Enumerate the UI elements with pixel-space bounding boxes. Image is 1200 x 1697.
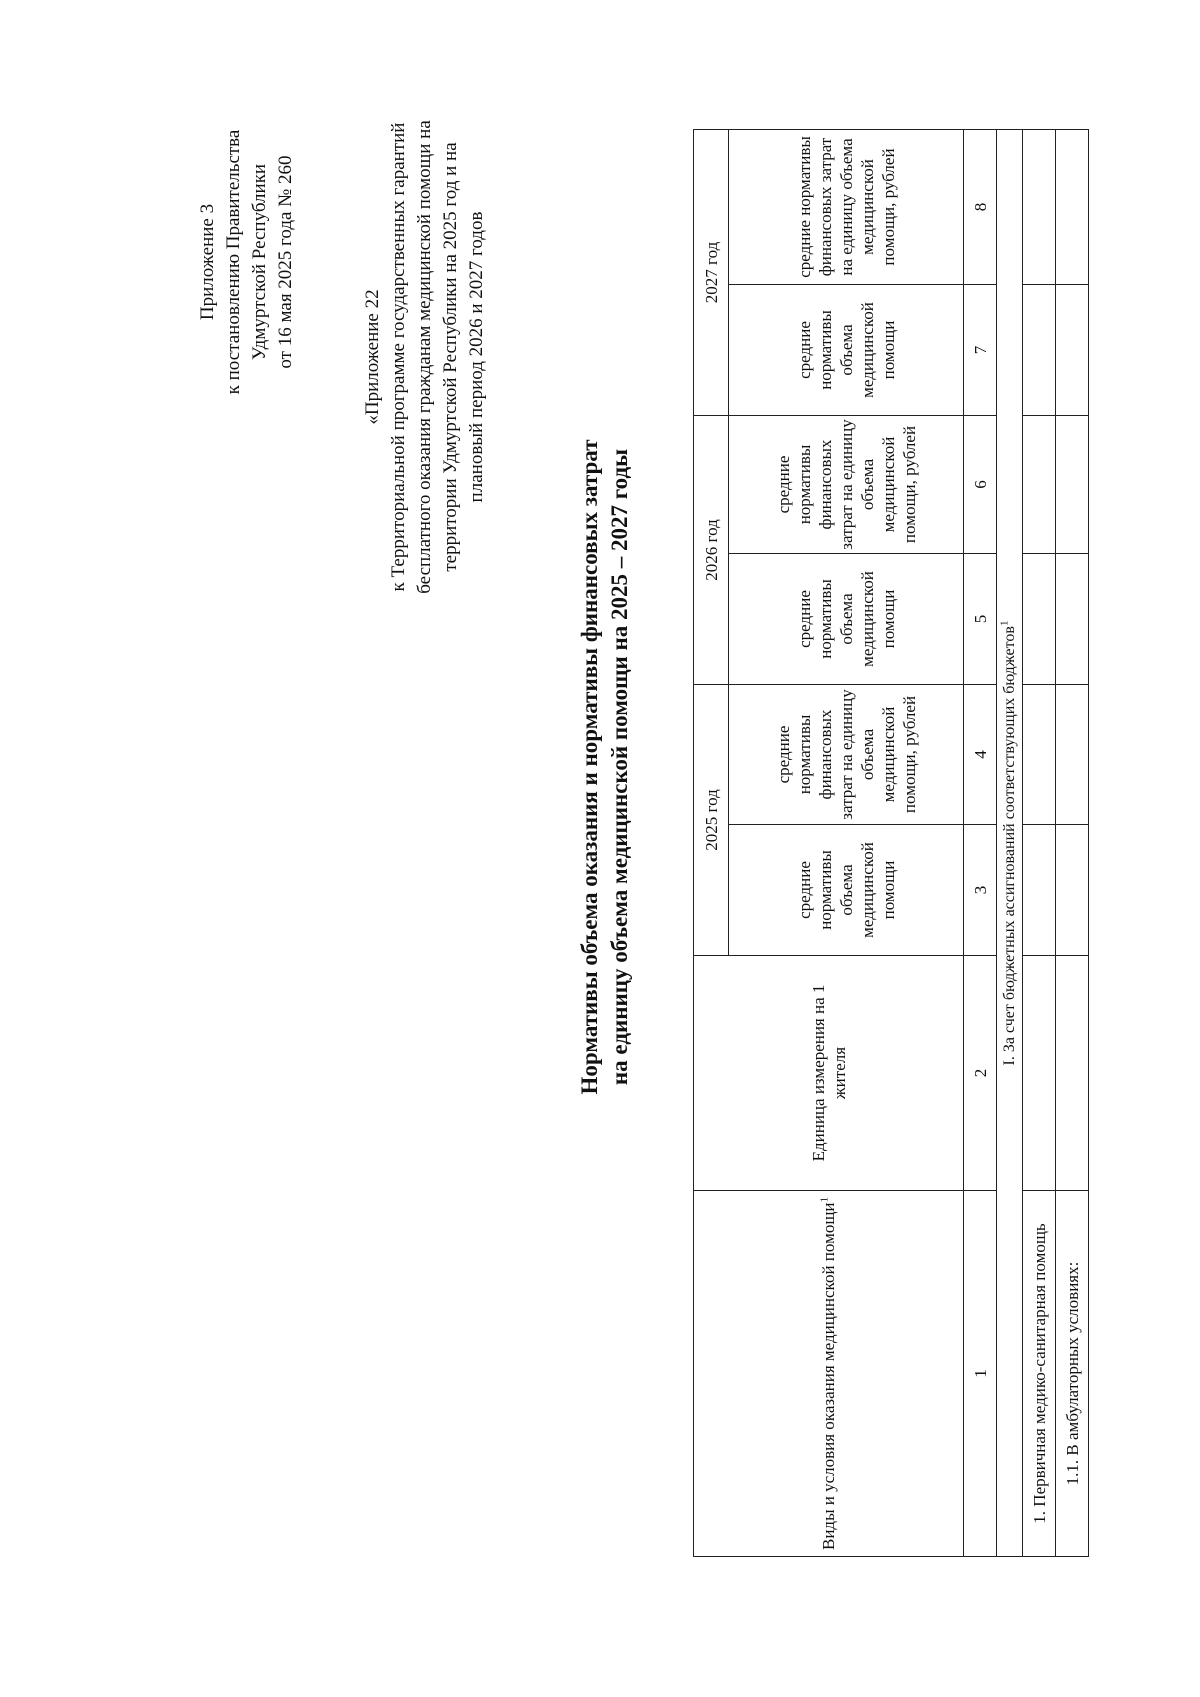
header-cost-2027: средние нормативы финансовых затрат на единицу объема медицинской помощи, рублей (729, 130, 964, 285)
header-year-2026: 2026 год (694, 416, 729, 685)
header-volume-2025: средние нормативы объема медицинской помощи (729, 825, 964, 956)
cell (1056, 956, 1089, 1191)
appendix-date: от 16 мая 2025 года № 260 (275, 155, 296, 369)
column-number: 1 (964, 1191, 997, 1557)
header-year-2025: 2025 год (694, 685, 729, 956)
cell (1023, 825, 1056, 956)
cell (1023, 956, 1056, 1191)
norms-table (693, 129, 1089, 1557)
header-types-conditions: Виды и условия оказания медицинской помощи$^1$ (694, 1191, 964, 1557)
header-cost-2025: средние нормативы финансовых затрат на единицу объема медицинской помощи, рублей (729, 685, 964, 825)
cell (1023, 416, 1056, 554)
appendix22-line: бесплатного оказания гражданам медицинской помощи на (414, 120, 435, 594)
cell (1023, 285, 1056, 416)
appendix22-line: плановый период 2026 и 2027 годов (466, 211, 487, 503)
cell (1023, 130, 1056, 285)
cell (1056, 554, 1089, 685)
column-number: 4 (964, 685, 997, 825)
column-number: 6 (964, 416, 997, 554)
cell (1056, 130, 1089, 285)
appendix22-line: территории Удмуртской Республики на 2025 год и на (440, 142, 461, 572)
appendix22-header (360, 47, 490, 667)
document-title (575, 137, 635, 1397)
cell (1056, 825, 1089, 956)
column-number: 3 (964, 825, 997, 956)
column-number: 5 (964, 554, 997, 685)
section-title: I. За счет бюджетных ассигнований соответствующих бюджетов$^1$ (997, 130, 1023, 1557)
header-volume-2027: средние нормативы объема медицинской помощи (729, 285, 964, 416)
table-row (1023, 130, 1056, 1557)
column-number: 8 (964, 130, 997, 285)
header-unit: Единица измерения на 1 жителя (694, 956, 964, 1191)
appendix-republic: Удмуртской Республики (249, 163, 270, 361)
appendix-number: Приложение 3 (197, 203, 218, 321)
appendix22-number: «Приложение 22 (362, 289, 383, 425)
title-line: Нормативы объема оказания и нормативы финансовых затрат (577, 439, 602, 1095)
cell (1056, 685, 1089, 825)
cell (1056, 416, 1089, 554)
row-label: 1.1. В амбулаторных условиях: (1056, 1191, 1089, 1557)
column-number: 2 (964, 956, 997, 1191)
cell (1023, 554, 1056, 685)
table-row (1056, 130, 1089, 1557)
title-line: на единицу объема медицинской помощи на 2025 – 2027 годы (607, 448, 632, 1086)
header-year-2027: 2027 год (694, 130, 729, 416)
appendix-header (195, 72, 299, 452)
cell (1056, 285, 1089, 416)
header-volume-2026: средние нормативы объема медицинской помощи (729, 554, 964, 685)
appendix22-line: к Территориальной программе государственных гарантий (388, 122, 409, 592)
row-label: 1. Первичная медико-санитарная помощь (1023, 1191, 1056, 1557)
header-cost-2026: средние нормативы финансовых затрат на единицу объема медицинской помощи, рублей (729, 416, 964, 554)
appendix-reference: к постановлению Правительства (223, 129, 244, 395)
cell (1023, 685, 1056, 825)
column-number: 7 (964, 285, 997, 416)
